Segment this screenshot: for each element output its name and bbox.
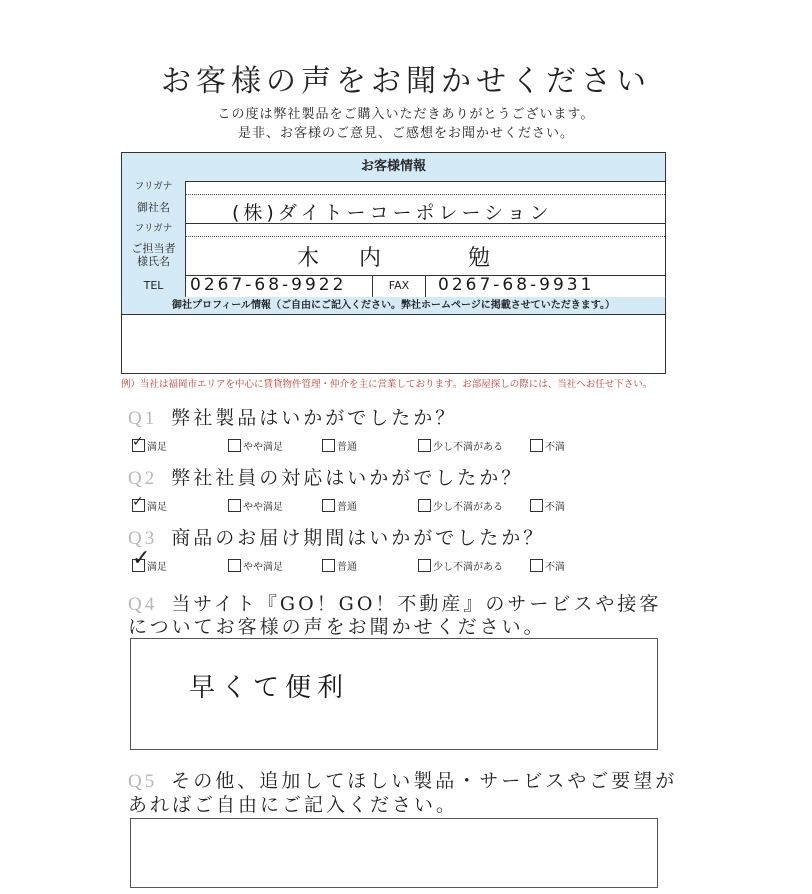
q3-option-1[interactable] [132,546,167,573]
question-1 [128,403,457,430]
company-value[interactable]: (株)ダイトーコーポレーション [232,202,553,224]
option-label: やや満足 [243,502,283,513]
q2-text: 弊社社員の対応はいかがでしたか？ [171,467,524,489]
checkbox[interactable] [228,559,241,572]
q1-option-3[interactable] [322,438,357,453]
q1-option-1[interactable] [132,434,167,453]
checkbox[interactable] [418,559,431,572]
option-label: 少し不満がある [433,442,503,453]
option-label: 少し不満がある [433,562,503,573]
q4-answer-box[interactable] [130,638,658,750]
checkbox[interactable] [530,559,543,572]
fax-label: FAX [372,275,426,297]
company-label: 御社名 [122,194,186,223]
q5-number: Q5 [128,771,158,792]
person-label-line1: ご担当者 [131,241,176,255]
checkbox[interactable] [418,439,431,452]
option-label: 普通 [337,562,357,573]
q5-line2: あればご自由にご記入ください。 [128,794,459,816]
q2-options [132,494,672,518]
q4-line2: についてお客様の声をお聞かせください。 [128,616,546,638]
option-label: 不満 [545,442,565,453]
q5-answer-box[interactable] [130,818,658,888]
checkbox[interactable] [132,434,145,452]
checkbox[interactable] [418,499,431,512]
q3-text: 商品のお届け期間はいかがでしたか？ [171,527,546,549]
option-label: やや満足 [243,442,283,453]
q3-option-4[interactable] [418,558,503,573]
option-label: 普通 [337,502,357,513]
option-label: 満足 [147,562,167,573]
checkbox[interactable] [322,499,335,512]
q4-number: Q4 [128,594,158,615]
q4-answer: 早くて便利 [189,673,350,703]
profile-heading: 御社プロフィール情報（ご自由にご記入ください。弊社ホームページに掲載させていただきます。） [122,297,665,315]
q2-option-5[interactable] [530,498,565,513]
fax-value[interactable]: 0267-68-9931 [438,275,595,295]
q4-line1: 当サイト『GO！GO！不動産』のサービスや接客 [171,593,662,615]
checkbox[interactable] [322,559,335,572]
q1-option-2[interactable] [228,438,283,453]
q5-line1: その他、追加してほしい製品・サービスやご要望が [171,770,678,792]
q3-option-3[interactable] [322,558,357,573]
profile-input-area[interactable] [122,315,665,373]
furigana-label: フリガナ [122,181,186,194]
q1-options [132,434,672,458]
q1-option-4[interactable] [418,438,503,453]
checkmark-icon: ✓ [132,546,151,571]
checkmark-icon: ✓ [132,494,144,510]
tel-value[interactable]: 0267-68-9922 [190,275,347,295]
page-title: お客様の声をお聞かせください [161,64,651,99]
tel-label: TEL [122,275,186,297]
checkbox[interactable] [228,499,241,512]
example-note: 例）当社は福岡市エリアを中心に賃貸物件管理・仲介を主に営業しております。お部屋探しの際には、当社へお任せ下さい。 [121,379,653,390]
question-2 [128,463,523,490]
checkbox[interactable] [530,439,543,452]
q2-option-4[interactable] [418,498,503,513]
checkbox[interactable] [228,439,241,452]
q3-options [132,546,672,578]
customer-info-table [121,152,666,374]
q1-number: Q1 [128,408,158,429]
option-label: 普通 [337,442,357,453]
question-3 [128,523,545,550]
option-label: やや満足 [243,562,283,573]
q3-option-5[interactable] [530,558,565,573]
info-heading: お客様情報 [122,153,665,182]
q1-option-5[interactable] [530,438,565,453]
q2-option-1[interactable] [132,494,167,513]
q2-option-2[interactable] [228,498,283,513]
q3-number: Q3 [128,528,158,549]
q1-text: 弊社製品はいかがでしたか？ [171,407,458,429]
checkbox[interactable] [530,499,543,512]
person-label-line2: 様氏名 [137,254,170,268]
person-value[interactable]: 木内 勉 [297,246,530,271]
question-5 [128,766,677,793]
option-label: 不満 [545,502,565,513]
checkmark-icon: ✓ [132,434,144,450]
option-label: 満足 [147,442,167,453]
q2-option-3[interactable] [322,498,357,513]
option-label: 少し不満がある [433,502,503,513]
q2-number: Q2 [128,468,158,489]
furigana2-label: フリガナ [122,223,186,236]
checkbox[interactable] [132,494,145,512]
intro-line-2: 是非、お客様のご意見、ご感想をお聞かせください。 [237,126,574,141]
checkbox[interactable] [132,546,151,572]
option-label: 満足 [147,502,167,513]
checkbox[interactable] [322,439,335,452]
intro-line-1: この度は弊社製品をご購入いただきありがとうございます。 [217,107,595,122]
person-label [122,236,186,275]
q3-option-2[interactable] [228,558,283,573]
option-label: 不満 [545,562,565,573]
